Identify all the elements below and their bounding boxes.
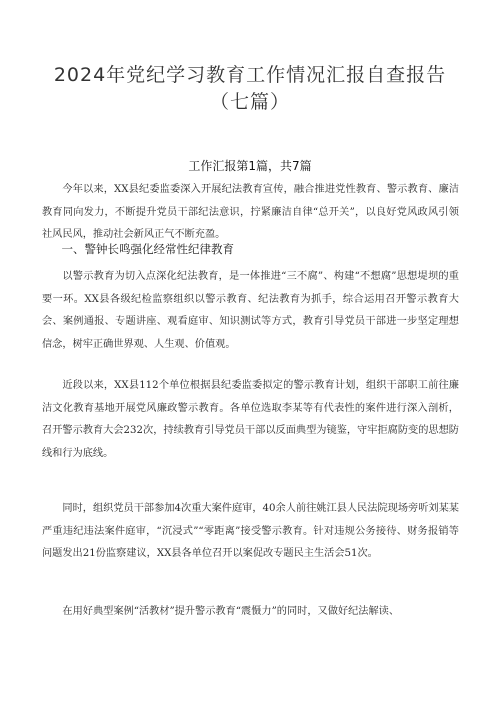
body-paragraph: 近段以来，XX县112个单位根据县纪委监委拟定的警示教育计划，组织干部职工前往廉洁文化教育基地开展党风廉政警示教育。各单位选取李某等有代表性的案件进行深入剖析，召开警示教育大会232次，持续教育引导党员干部以反面典型为镜鉴，守牢拒腐防变的思想防线和行为底线。 bbox=[42, 380, 459, 459]
body-paragraph: 以警示教育为切入点深化纪法教育，是一体推进“三不腐”、构建“不想腐”思想堤坝的重要一环。XX县各级纪检监察组织以警示教育、纪法教育为抓手，综合运用召开警示教育大会、案例通报、专题讲座、观看庭审、知识测试等方式，教育引导党员干部进一步坚定理想信念，树牢正确世界观、人生观、价值观。 bbox=[42, 271, 459, 350]
intro-paragraph: 今年以来，XX县纪委监委深入开展纪法教育宣传，融合推进党性教育、警示教育、廉洁教育同向发力，不断提升党员干部纪法意识，拧紧廉洁自律“总开关”，以良好党风政风引领社风民风，推动社会新风正气不断充盈。 bbox=[42, 184, 459, 240]
document-subtitle: 工作汇报第1篇，共7篇 bbox=[188, 159, 312, 173]
section-heading: 一、警钟长鸣强化经常性纪律教育 bbox=[61, 242, 235, 256]
document-title: 2024年党纪学习教育工作情况汇报自查报告（七篇） bbox=[53, 64, 447, 113]
body-paragraph: 在用好典型案例“活教材”提升警示教育“震慑力”的同时，又做好纪法解读、 bbox=[62, 606, 400, 617]
body-paragraph: 同时，组织党员干部参加4次重大案件庭审，40余人前往姚江县人民法院现场旁听刘某某严重违纪违法案件庭审，“沉浸式”“零距离”接受警示教育。针对违规公务接待、财务报销等问题发出21份监察建议，XX县各单位召开以案促改专题民主生活会51次。 bbox=[42, 503, 459, 559]
